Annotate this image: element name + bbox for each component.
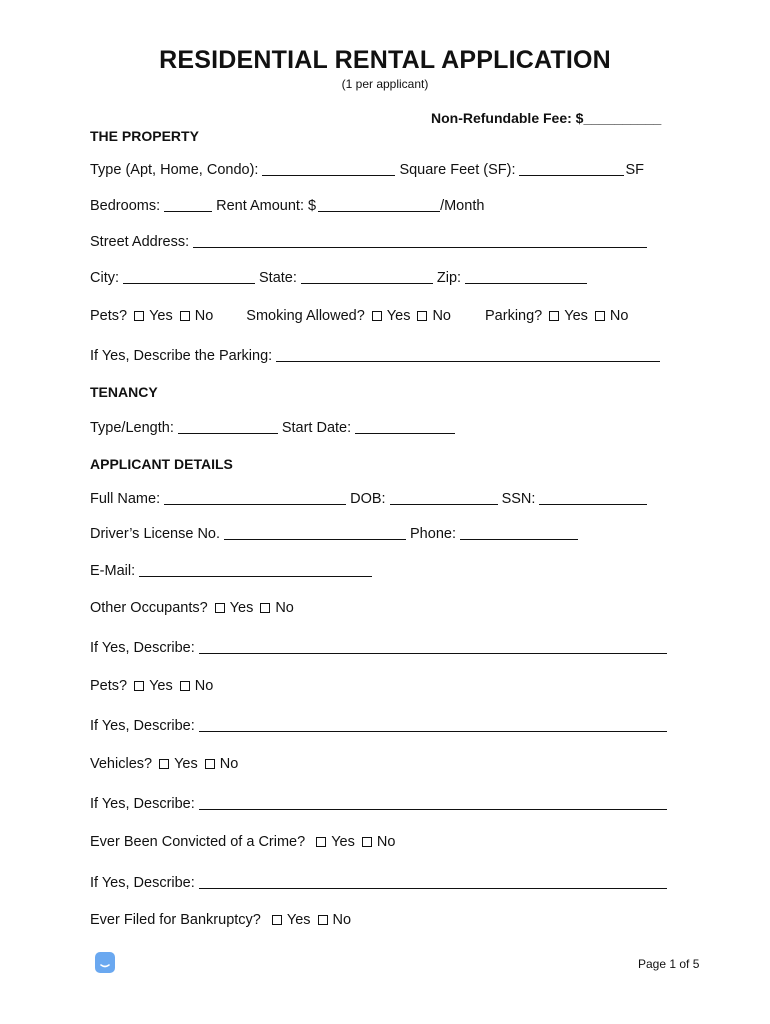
occupants-describe-row bbox=[90, 640, 671, 656]
occupants-row bbox=[90, 600, 294, 616]
no-label: No bbox=[194, 678, 214, 694]
occupants-label: Other Occupants? bbox=[90, 600, 208, 616]
vehicles-describe-row bbox=[90, 796, 671, 812]
parking-no-checkbox[interactable] bbox=[595, 311, 605, 321]
property-pets-no-checkbox[interactable] bbox=[180, 311, 190, 321]
fee-field: Non-Refundable Fee: $__________ bbox=[431, 110, 662, 126]
vehicles-label: Vehicles? bbox=[90, 756, 153, 772]
street-address-label: Street Address: bbox=[90, 234, 190, 250]
parking-describe-row bbox=[90, 348, 664, 364]
convicted-describe-row bbox=[90, 875, 671, 891]
parking-label: Parking? bbox=[485, 308, 543, 324]
yes-label: Yes bbox=[331, 834, 355, 850]
smoking-no-checkbox[interactable] bbox=[417, 311, 427, 321]
rent-amount-field[interactable] bbox=[318, 199, 440, 212]
convicted-label: Ever Been Convicted of a Crime? bbox=[90, 834, 306, 850]
section-heading-tenancy: TENANCY bbox=[90, 384, 158, 400]
vehicles-no-checkbox[interactable] bbox=[205, 759, 215, 769]
rent-amount-label: Rent Amount: $ bbox=[216, 198, 317, 214]
bedrooms-field[interactable] bbox=[164, 199, 212, 212]
parking-describe-field[interactable] bbox=[276, 349, 660, 362]
full-name-field[interactable] bbox=[164, 492, 346, 505]
drivers-license-field[interactable] bbox=[224, 527, 406, 540]
bankruptcy-no-checkbox[interactable] bbox=[318, 915, 328, 925]
yes-label: Yes bbox=[564, 308, 588, 324]
start-date-field[interactable] bbox=[355, 421, 455, 434]
convicted-no-checkbox[interactable] bbox=[362, 837, 372, 847]
occupants-describe-field[interactable] bbox=[199, 641, 667, 654]
yes-label: Yes bbox=[229, 600, 254, 616]
applicant-pets-no-checkbox[interactable] bbox=[180, 681, 190, 691]
convicted-yes-checkbox[interactable] bbox=[316, 837, 326, 847]
smoking-yes-checkbox[interactable] bbox=[372, 311, 382, 321]
applicant-pets-label: Pets? bbox=[90, 678, 128, 694]
bankruptcy-yes-checkbox[interactable] bbox=[272, 915, 282, 925]
describe-label: If Yes, Describe: bbox=[90, 796, 195, 812]
square-feet-label: Square Feet (SF): bbox=[399, 162, 516, 178]
parking-yes-checkbox[interactable] bbox=[549, 311, 559, 321]
no-label: No bbox=[219, 756, 239, 772]
bankruptcy-row bbox=[90, 912, 351, 928]
zip-label: Zip: bbox=[436, 270, 462, 286]
smoking-label: Smoking Allowed? bbox=[246, 308, 365, 324]
yes-label: Yes bbox=[149, 678, 173, 694]
bedrooms-label: Bedrooms: bbox=[90, 198, 161, 214]
property-type-field[interactable] bbox=[262, 163, 395, 176]
state-label: State: bbox=[259, 270, 297, 286]
property-type-row bbox=[90, 162, 644, 178]
property-type-label: Type (Apt, Home, Condo): bbox=[90, 162, 259, 178]
section-heading-applicant: APPLICANT DETAILS bbox=[90, 456, 233, 472]
yes-label: Yes bbox=[174, 756, 198, 772]
document-subtitle: (1 per applicant) bbox=[341, 77, 429, 91]
property-pets-label: Pets? bbox=[90, 308, 128, 324]
yes-label: Yes bbox=[149, 308, 173, 324]
convicted-row bbox=[90, 834, 395, 850]
no-label: No bbox=[332, 912, 352, 928]
drivers-license-label: Driver’s License No. bbox=[90, 526, 221, 542]
no-label: No bbox=[376, 834, 396, 850]
parking-describe-label: If Yes, Describe the Parking: bbox=[90, 348, 273, 364]
city-state-zip-row bbox=[90, 270, 591, 286]
email-field[interactable] bbox=[139, 564, 372, 577]
applicant-pets-row bbox=[90, 678, 213, 694]
occupants-yes-checkbox[interactable] bbox=[215, 603, 225, 613]
ssn-label: SSN: bbox=[501, 491, 536, 507]
yes-label: Yes bbox=[286, 912, 311, 928]
street-address-field[interactable] bbox=[193, 235, 647, 248]
describe-label: If Yes, Describe: bbox=[90, 640, 195, 656]
tenancy-row bbox=[90, 420, 459, 436]
no-label: No bbox=[275, 600, 294, 616]
start-date-label: Start Date: bbox=[281, 420, 352, 436]
bankruptcy-label: Ever Filed for Bankruptcy? bbox=[90, 912, 261, 928]
city-field[interactable] bbox=[123, 271, 255, 284]
license-phone-row bbox=[90, 526, 582, 542]
bedrooms-row bbox=[90, 198, 484, 214]
type-length-label: Type/Length: bbox=[90, 420, 174, 436]
street-address-row bbox=[90, 234, 651, 250]
no-label: No bbox=[194, 308, 214, 324]
dob-field[interactable] bbox=[390, 492, 498, 505]
square-feet-field[interactable] bbox=[519, 163, 624, 176]
property-pets-yes-checkbox[interactable] bbox=[134, 311, 144, 321]
convicted-describe-field[interactable] bbox=[199, 876, 667, 889]
ssn-field[interactable] bbox=[539, 492, 647, 505]
no-label: No bbox=[609, 308, 629, 324]
page-number: Page 1 of 5 bbox=[638, 957, 700, 971]
brand-logo-icon bbox=[95, 952, 115, 973]
state-field[interactable] bbox=[301, 271, 433, 284]
applicant-pets-yes-checkbox[interactable] bbox=[134, 681, 144, 691]
phone-field[interactable] bbox=[460, 527, 578, 540]
describe-label: If Yes, Describe: bbox=[90, 875, 195, 891]
property-options-row bbox=[90, 308, 628, 324]
occupants-no-checkbox[interactable] bbox=[260, 603, 270, 613]
no-label: No bbox=[432, 308, 451, 324]
email-label: E-Mail: bbox=[90, 563, 136, 579]
pets-describe-field[interactable] bbox=[199, 719, 667, 732]
city-label: City: bbox=[90, 270, 119, 286]
section-heading-property: THE PROPERTY bbox=[90, 128, 199, 144]
full-name-row bbox=[90, 491, 651, 507]
vehicles-yes-checkbox[interactable] bbox=[159, 759, 169, 769]
full-name-label: Full Name: bbox=[90, 491, 161, 507]
yes-label: Yes bbox=[386, 308, 411, 324]
rent-amount-suffix: /Month bbox=[440, 198, 485, 214]
vehicles-describe-field[interactable] bbox=[199, 797, 667, 810]
phone-label: Phone: bbox=[410, 526, 456, 542]
email-row bbox=[90, 563, 376, 579]
type-length-field[interactable] bbox=[178, 421, 278, 434]
zip-field[interactable] bbox=[465, 271, 587, 284]
pets-describe-row bbox=[90, 718, 671, 734]
document-title: RESIDENTIAL RENTAL APPLICATION bbox=[159, 46, 611, 74]
square-feet-suffix: SF bbox=[625, 162, 645, 178]
describe-label: If Yes, Describe: bbox=[90, 718, 195, 734]
dob-label: DOB: bbox=[350, 491, 386, 507]
vehicles-row bbox=[90, 756, 238, 772]
